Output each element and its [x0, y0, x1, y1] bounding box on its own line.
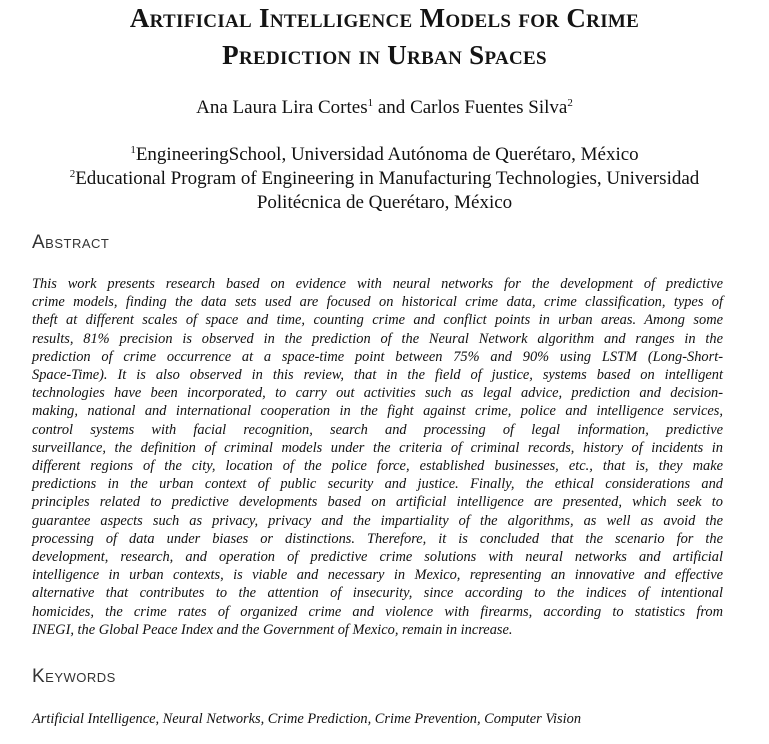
affiliation-1 [30, 143, 739, 167]
affiliation-1-text: EngineeringSchool, Universidad Autónoma de Querétaro, México [135, 144, 639, 165]
affiliation-2-text-line-2: Politécnica de Querétaro, México [256, 192, 513, 213]
abstract-line: principles related to predictive developments based on artificial intelligence are presented, which seek to [32, 494, 723, 511]
abstract-line: Space-Time). It is also observed in this review, that in the field of justice, systems based on intelligent [32, 367, 723, 384]
paper-title-line-2: Prediction in Urban Spaces [222, 40, 547, 70]
keywords-heading: Keywords [32, 666, 116, 687]
abstract-line: different regions of the city, location of the police force, established businesses, etc., that is, they make [32, 458, 723, 475]
abstract-line: making, national and international cooperation in the fight against crime, police and intelligence services, [32, 403, 723, 420]
author-connector: and [373, 97, 411, 118]
abstract-line: prediction of crime occurrence at a space-time point between 75% and 90% using LSTM (Long-Short- [32, 348, 723, 365]
abstract-line: processing of data under biases or distinctions. Therefore, it is concluded that the scenario for the [32, 530, 723, 547]
paper-title-line-1: Artificial Intelligence Models for Crime [129, 3, 640, 33]
affiliation-list [30, 143, 739, 215]
author-2-affiliation-mark: 2 [567, 97, 573, 109]
affiliation-2-text-line-1: Educational Program of Engineering in Manufacturing Technologies, Universidad [75, 168, 700, 189]
abstract-line: development, research, and operation of predictive crime solutions with neural networks and artificial [32, 549, 723, 566]
paper-title [20, 0, 749, 74]
abstract-line: predictions in the urban context of public security and justice. Finally, the ethical considerations and [32, 476, 723, 493]
abstract-line: results, 81% precision is observed in the prediction of the Neural Network algorithm and ranges in the [32, 330, 723, 347]
affiliation-1-mark: 1 [130, 144, 136, 156]
abstract-heading: Abstract [32, 232, 110, 253]
author-1-name: Ana Laura Lira Cortes [196, 97, 368, 118]
abstract-line: guarantee aspects such as privacy, privacy and the impartiality of the algorithms, as well as avoid the [32, 512, 723, 529]
keywords-list: Artificial Intelligence, Neural Networks, Crime Prediction, Crime Prevention, Computer Vision [32, 711, 582, 727]
abstract-line: intelligence in urban contexts, is viable and necessary in Mexico, representing an innovative and effective [32, 567, 723, 584]
abstract-line: homicides, the crime rates of organized crime and violence with firearms, according to statistics from [32, 603, 723, 620]
author-1-affiliation-mark: 1 [367, 97, 374, 109]
author-list [0, 95, 769, 121]
abstract-body [32, 275, 723, 639]
affiliation-2-mark: 2 [69, 168, 76, 180]
abstract-line: technologies have been incorporated, to carry out activities such as legal advice, prediction and decision- [32, 385, 723, 402]
abstract-line: This work presents research based on evidence with neural networks for the development of predictive [32, 276, 723, 292]
affiliation-2 [30, 167, 739, 191]
abstract-line: surveillance, the definition of criminal models under the criteria of criminal records, history of incidents in [32, 439, 723, 456]
abstract-line: alternative that contributes to the attention of insecurity, since according to the indices of intentional [32, 585, 723, 602]
author-2-name: Carlos Fuentes Silva [410, 97, 568, 118]
abstract-line: theft at different scales of space and time, counting crime and conflict points in urban areas. Among some [32, 312, 723, 329]
abstract-line: INEGI, the Global Peace Index and the Government of Mexico, remain in increase. [32, 621, 513, 638]
abstract-line: crime models, finding the data sets used are focused on historical crime data, crime classification, types of [32, 294, 723, 311]
abstract-line: control systems with facial recognition, search and processing of legal information, predictive [32, 421, 723, 438]
